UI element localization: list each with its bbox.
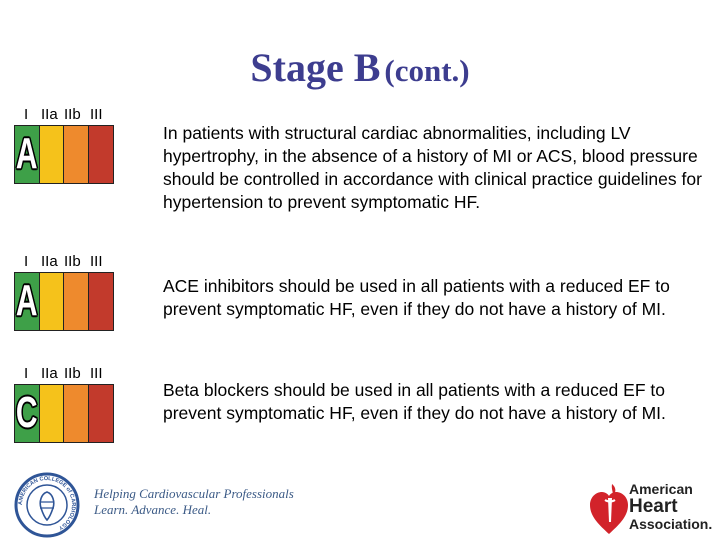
tagline-line-2: Learn. Advance. Heal. xyxy=(94,502,212,517)
class-level-indicator xyxy=(14,106,114,186)
class-label-iii: III xyxy=(90,106,103,123)
class-i-box xyxy=(15,126,40,183)
class-iii-box xyxy=(89,385,114,442)
aha-logo xyxy=(588,478,720,538)
class-label-iii: III xyxy=(90,365,103,382)
level-of-evidence: A xyxy=(15,276,38,325)
acc-tagline xyxy=(94,486,294,518)
class-label-i: I xyxy=(24,106,29,123)
aha-line-1: American xyxy=(629,481,693,497)
slide-title xyxy=(0,44,720,91)
class-iib-box xyxy=(64,273,89,330)
level-of-evidence: C xyxy=(15,388,38,437)
class-level-indicator xyxy=(14,253,114,333)
class-i-box xyxy=(15,273,40,330)
class-iia-box xyxy=(40,126,65,183)
class-iia-box xyxy=(40,385,65,442)
class-boxes xyxy=(14,125,114,184)
acc-seal-text: AMERICAN COLLEGE of CARDIOLOGY xyxy=(17,475,77,531)
class-label-iia: IIa xyxy=(41,365,58,382)
class-label-iib: IIb xyxy=(64,106,81,123)
class-label-i: I xyxy=(24,365,29,382)
class-labels xyxy=(14,253,114,270)
recommendation-text: In patients with structural cardiac abnormalities, including LV hypertrophy, in the absence of a history of MI or ACS, blood pressure should be controlled in accordance with clinical practice guidelines for hypertension to prevent symptomatic HF. xyxy=(163,123,702,212)
aha-heart-torch-logo xyxy=(588,478,630,538)
title-sub: (cont.) xyxy=(384,53,470,88)
class-boxes xyxy=(14,384,114,443)
class-boxes xyxy=(14,272,114,331)
class-iia-box xyxy=(40,273,65,330)
class-labels xyxy=(14,365,114,382)
class-level-indicator xyxy=(14,365,114,445)
class-iii-box xyxy=(89,126,114,183)
class-iii-box xyxy=(89,273,114,330)
class-iib-box xyxy=(64,385,89,442)
tagline-line-1: Helping Cardiovascular Professionals xyxy=(94,486,294,501)
class-labels xyxy=(14,106,114,123)
class-label-iia: IIa xyxy=(41,253,58,270)
aha-name xyxy=(629,482,712,532)
recommendation-text: Beta blockers should be used in all patients with a reduced EF to prevent symptomatic HF, even if they do not have a history of MI. xyxy=(163,380,666,423)
class-label-iib: IIb xyxy=(64,253,81,270)
level-of-evidence: A xyxy=(15,129,38,178)
class-iib-box xyxy=(64,126,89,183)
recommendation-text: ACE inhibitors should be used in all patients with a reduced EF to prevent symptomatic HF, even if they do not have a history of MI. xyxy=(163,276,670,319)
class-label-iii: III xyxy=(90,253,103,270)
class-label-iib: IIb xyxy=(64,365,81,382)
class-i-box xyxy=(15,385,40,442)
aha-line-2: Heart xyxy=(629,496,678,517)
class-label-iia: IIa xyxy=(41,106,58,123)
title-main: Stage B xyxy=(250,45,381,90)
class-label-i: I xyxy=(24,253,29,270)
acc-seal-logo xyxy=(14,472,80,538)
aha-line-3: Association. xyxy=(629,516,713,532)
